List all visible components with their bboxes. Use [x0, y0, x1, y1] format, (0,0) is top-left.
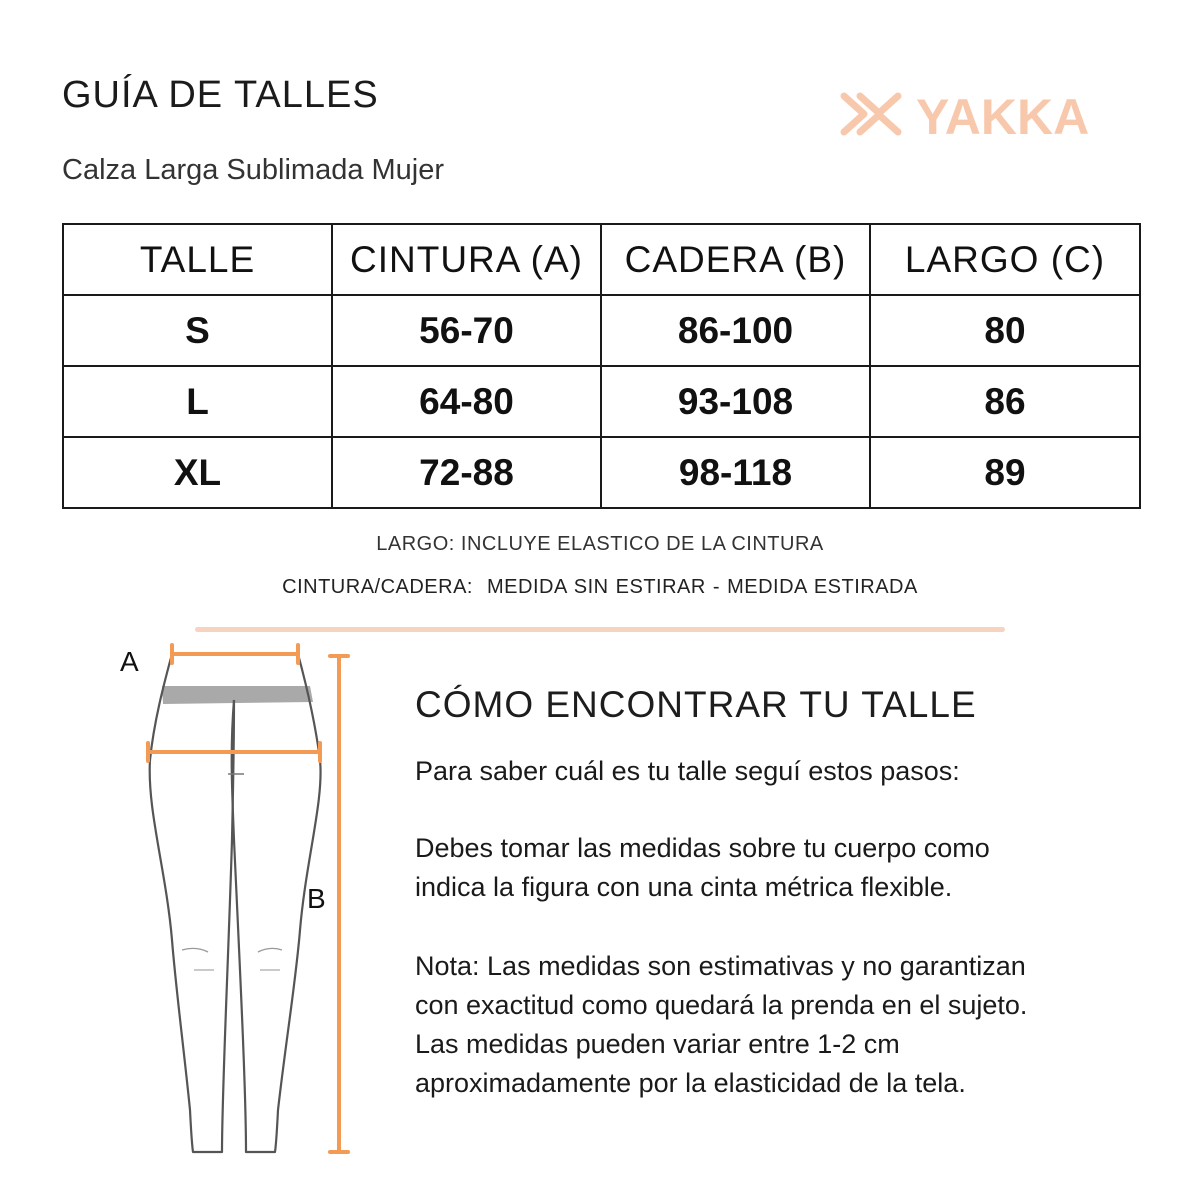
column-header-largo: LARGO (C) — [870, 224, 1140, 295]
table-cell-cintura: 56-70 — [332, 295, 601, 366]
size-table — [62, 223, 1141, 509]
brand-logo — [838, 88, 1138, 140]
table-row — [63, 295, 1140, 366]
howto-step-line: Debes tomar las medidas sobre tu cuerpo como — [415, 833, 990, 863]
table-cell-size: S — [63, 295, 332, 366]
medida-note — [0, 576, 1200, 599]
table-cell-size: L — [63, 366, 332, 437]
label-b: B — [307, 883, 326, 914]
table-cell-cadera: 98-118 — [601, 437, 870, 508]
measure-a-line — [172, 645, 298, 663]
table-cell-cadera: 86-100 — [601, 295, 870, 366]
leggings-illustration-icon — [110, 640, 370, 1160]
howto-intro: Para saber cuál es tu talle seguí estos pasos: — [415, 756, 960, 786]
column-header-cadera: CADERA (B) — [601, 224, 870, 295]
column-header-cintura: CINTURA (A) — [332, 224, 601, 295]
howto-note-line: Las medidas pueden variar entre 1-2 cm — [415, 1029, 900, 1059]
table-cell-largo: 89 — [870, 437, 1140, 508]
section-divider — [195, 627, 1005, 632]
howto-title: CÓMO ENCONTRAR TU TALLE — [415, 684, 977, 725]
medida-note-text: MEDIDA SIN ESTIRAR - MEDIDA ESTIRADA — [487, 576, 918, 598]
brand-logo-mark-icon — [838, 88, 1138, 140]
howto-step — [415, 829, 1175, 907]
largo-note: LARGO: INCLUYE ELASTICO DE LA CINTURA — [376, 533, 824, 555]
table-cell-cintura: 72-88 — [332, 437, 601, 508]
leggings-measurement-figure — [110, 640, 370, 1160]
table-cell-cintura: 64-80 — [332, 366, 601, 437]
howto-step-line: indica la figura con una cinta métrica flexible. — [415, 872, 953, 902]
table-cell-cadera: 93-108 — [601, 366, 870, 437]
brand-name: YAKKA — [916, 89, 1090, 140]
table-cell-size: XL — [63, 437, 332, 508]
medida-note-label: CINTURA/CADERA: — [282, 576, 473, 598]
page-title: GUÍA DE TALLES — [62, 74, 379, 116]
column-header-talle: TALLE — [63, 224, 332, 295]
table-row — [63, 437, 1140, 508]
table-cell-largo: 86 — [870, 366, 1140, 437]
howto-note-line: con exactitud como quedará la prenda en el sujeto. — [415, 990, 1028, 1020]
howto-note-line: aproximadamente por la elasticidad de la tela. — [415, 1068, 966, 1098]
howto-note — [415, 947, 1175, 1103]
howto-note-line: Nota: Las medidas son estimativas y no garantizan — [415, 951, 1026, 981]
measure-b-line — [330, 656, 348, 1152]
size-table-header-row — [63, 224, 1140, 295]
product-subtitle: Calza Larga Sublimada Mujer — [62, 154, 445, 186]
table-cell-largo: 80 — [870, 295, 1140, 366]
table-row — [63, 366, 1140, 437]
label-a: A — [120, 646, 139, 677]
